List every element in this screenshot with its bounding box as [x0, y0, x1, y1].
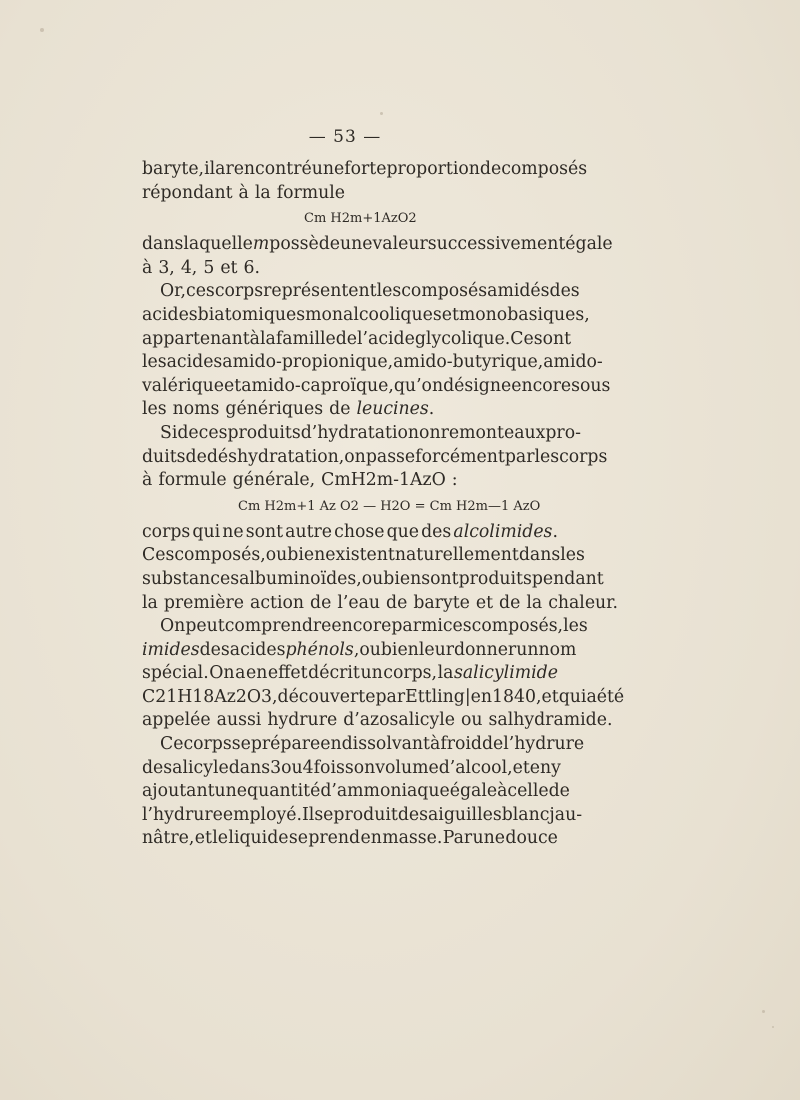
paper-speck — [40, 28, 44, 32]
word: produits — [227, 422, 301, 443]
paper-speck — [772, 1026, 774, 1028]
word: de — [499, 592, 521, 613]
word: chaleur. — [548, 592, 619, 613]
word: biatomiques — [197, 304, 306, 325]
word: été — [596, 686, 625, 707]
word: et — [224, 375, 242, 396]
word: baryte — [413, 592, 470, 613]
text-line — [142, 568, 604, 592]
word: ou — [359, 639, 381, 660]
word: par — [375, 686, 406, 707]
word: découverte — [277, 686, 376, 707]
word: de — [329, 399, 351, 420]
word: composés — [501, 159, 588, 179]
text-line — [142, 398, 558, 422]
word: de — [481, 734, 504, 755]
word: désigne — [443, 375, 512, 396]
formula: Cm H2m+1AzO2 — [304, 211, 417, 227]
italic-word: salicylimide — [454, 663, 558, 684]
word: des — [421, 521, 452, 542]
word: produits — [458, 568, 532, 589]
word: corps — [559, 446, 608, 467]
word: celle — [507, 781, 549, 802]
word: corps — [142, 521, 191, 542]
word: les — [534, 446, 560, 467]
word: corps, — [383, 663, 438, 684]
word: et — [441, 304, 459, 325]
word: employé. — [222, 804, 302, 825]
text-line — [142, 446, 608, 470]
word: à — [497, 781, 508, 802]
italic-word: leucines — [356, 399, 429, 420]
word: et — [475, 592, 494, 613]
word: la — [526, 592, 543, 613]
word: sont — [245, 521, 284, 542]
word: blanc — [501, 804, 550, 825]
word: égale — [565, 234, 613, 255]
word: proportion — [386, 159, 480, 179]
word: 4 — [302, 757, 314, 778]
word: la — [142, 592, 158, 613]
text-line — [142, 280, 580, 304]
word: d’ammoniaque — [320, 781, 450, 802]
word: naturellement — [394, 545, 519, 566]
word: et — [194, 828, 212, 849]
word: se — [314, 804, 334, 825]
text-line — [142, 757, 561, 781]
word: qui — [558, 686, 587, 707]
italic-word: imides — [142, 639, 200, 660]
word: dans — [142, 234, 184, 255]
word: amidés — [487, 281, 550, 302]
word: d’azosalicyle — [343, 710, 455, 731]
text-line — [142, 375, 611, 399]
word: . — [428, 399, 435, 420]
word: valeur — [372, 234, 428, 255]
word: en — [320, 734, 342, 755]
word: appartenant — [142, 328, 250, 349]
word: nâtre, — [142, 828, 195, 849]
word: forcément — [415, 446, 505, 467]
word: répondant — [142, 182, 233, 203]
word: formule — [276, 182, 346, 203]
word: génériques — [225, 399, 324, 420]
text-line — [142, 709, 613, 733]
word: Ces — [142, 545, 175, 566]
word: Ettling — [405, 686, 465, 707]
word: des — [397, 804, 428, 825]
word: ces — [442, 616, 472, 637]
word: quantité — [247, 781, 321, 802]
word: les — [142, 352, 167, 373]
word — [321, 469, 463, 493]
word: CmH2m-1AzO — [321, 470, 446, 491]
word: liquide — [228, 828, 289, 849]
word: aiguilles — [428, 804, 502, 825]
word: les — [563, 616, 588, 637]
word: ou — [281, 757, 303, 778]
word: les — [142, 399, 167, 420]
word: substances — [142, 568, 240, 589]
text-line — [142, 158, 588, 182]
word: les — [376, 281, 402, 302]
word: peut — [185, 616, 225, 637]
word: famille — [275, 328, 336, 349]
word: aux — [514, 422, 546, 443]
word: ne — [222, 521, 244, 542]
word: à — [430, 734, 441, 755]
word: prend — [308, 828, 361, 849]
word: qu’on — [393, 375, 444, 396]
text-line — [142, 422, 581, 446]
word: a — [586, 686, 597, 707]
word: effet — [267, 663, 308, 684]
word: de — [335, 328, 358, 349]
text-line — [142, 304, 590, 328]
word: dissolvant — [341, 734, 431, 755]
word: de — [310, 592, 332, 613]
word: donner — [453, 639, 517, 660]
word: générale, — [232, 470, 316, 491]
page-number: — 53 — — [308, 127, 382, 147]
word: glycolique. — [414, 328, 511, 349]
word — [453, 521, 558, 545]
word: composés — [401, 281, 488, 302]
word: que — [386, 521, 419, 542]
word: 6. — [243, 257, 260, 278]
text-line — [142, 733, 585, 757]
word: 3, — [158, 257, 175, 278]
word: composés, — [471, 616, 564, 637]
word: d’hydratation — [300, 422, 420, 443]
word: corps — [214, 281, 264, 302]
word: baryte, — [142, 159, 205, 179]
word: de — [177, 422, 199, 443]
text-line — [142, 182, 558, 206]
text-line — [142, 544, 585, 568]
word: d’alcool, — [438, 757, 513, 778]
paper-speck — [380, 112, 383, 115]
word: pendant — [531, 568, 604, 589]
word: 5 — [203, 257, 215, 278]
word: égale — [449, 781, 498, 802]
word: aussi — [216, 710, 262, 731]
word: monobasiques, — [458, 304, 590, 325]
word: Si — [160, 422, 178, 443]
word: à — [238, 182, 249, 203]
word: |en — [464, 686, 493, 707]
word: prépare — [250, 734, 321, 755]
word: acides — [166, 352, 223, 373]
word: masse. — [382, 828, 443, 849]
word: la — [437, 663, 454, 684]
word: de — [548, 781, 570, 802]
word: se — [231, 734, 251, 755]
text-line — [142, 521, 558, 545]
word: de — [142, 757, 164, 778]
word: salhydramide. — [488, 710, 613, 731]
word: dans — [518, 545, 561, 566]
word: valérique — [142, 375, 225, 396]
word: On — [160, 616, 186, 637]
italic-word: phénols — [285, 639, 354, 660]
word: à — [142, 470, 153, 491]
word: amido-propionique, — [222, 352, 394, 373]
formula: Cm H2m+1 Az O2 — H2O = Cm H2m—1 AzO — [238, 498, 541, 514]
word: l’acide — [357, 328, 415, 349]
word: noms — [172, 399, 220, 420]
word: en — [246, 663, 268, 684]
word: : — [451, 470, 458, 491]
word: a — [235, 663, 246, 684]
word: à — [142, 257, 153, 278]
text-line — [142, 257, 558, 281]
word: , — [353, 639, 360, 660]
word: Ce — [510, 328, 534, 349]
word: encore — [511, 375, 572, 396]
word: possède — [269, 234, 341, 255]
word: produit — [333, 804, 398, 825]
text-line — [142, 615, 588, 639]
word: un — [516, 639, 539, 660]
word: rencontré — [225, 159, 312, 179]
word: déshydratation, — [206, 446, 345, 467]
word: Or, — [160, 281, 187, 302]
word: C21H18Az2O3, — [142, 686, 278, 707]
word: . — [552, 521, 558, 542]
word: il — [204, 159, 216, 179]
text-line — [142, 351, 603, 375]
word: Il — [301, 804, 315, 825]
word: par — [504, 446, 535, 467]
text-line — [142, 233, 613, 257]
word: son — [344, 757, 376, 778]
word: comprendre — [224, 616, 332, 637]
word: salicyle — [163, 757, 229, 778]
word: leur — [418, 639, 454, 660]
word: première — [163, 592, 245, 613]
word: l’hydrure — [503, 734, 585, 755]
word: appelée — [142, 710, 211, 731]
word: pro- — [545, 422, 581, 443]
word: 4, — [180, 257, 198, 278]
word: a — [215, 159, 226, 179]
word: de — [386, 592, 408, 613]
word: de — [185, 446, 207, 467]
word: décrit — [308, 663, 360, 684]
word: en — [529, 757, 552, 778]
text-line — [142, 780, 570, 804]
word: autre — [285, 521, 333, 542]
word: volume — [375, 757, 439, 778]
word: parmi — [391, 616, 443, 637]
word: la — [259, 328, 276, 349]
word: chose — [334, 521, 385, 542]
word: successivement — [427, 234, 566, 255]
word: de — [479, 159, 502, 179]
text-line — [142, 469, 558, 493]
word: ou — [265, 545, 288, 566]
word: albuminoïdes, — [239, 568, 362, 589]
word: 3 — [270, 757, 282, 778]
word: on — [344, 446, 366, 467]
word: une — [214, 781, 248, 802]
word: ces — [186, 281, 215, 302]
text-line — [142, 686, 625, 710]
word: sont — [533, 328, 572, 349]
word: forte — [344, 159, 387, 179]
word: dans — [228, 757, 271, 778]
word: acides — [142, 304, 198, 325]
word: un — [360, 663, 383, 684]
word: ou — [361, 568, 384, 589]
word: remonte — [440, 422, 515, 443]
word: amido- — [543, 352, 603, 373]
word: existent — [325, 545, 395, 566]
word: duits — [142, 446, 186, 467]
text-line — [142, 592, 619, 616]
word: froid — [440, 734, 482, 755]
word: encore — [331, 616, 392, 637]
word: une — [311, 159, 345, 179]
word: et — [541, 686, 559, 707]
word: acides — [229, 639, 286, 660]
word: fois — [313, 757, 345, 778]
word: laquelle — [183, 234, 253, 255]
word: en — [360, 828, 382, 849]
word: se — [288, 828, 308, 849]
text-line — [142, 827, 558, 851]
body-text — [142, 158, 625, 851]
word: passe — [365, 446, 416, 467]
word: ces — [198, 422, 228, 443]
word: sont — [421, 568, 459, 589]
word: ou — [460, 710, 483, 731]
italic-word: m — [252, 234, 270, 255]
text-line — [142, 639, 577, 663]
word: formule — [158, 470, 227, 491]
text-line — [142, 804, 583, 828]
word: une — [472, 828, 506, 849]
word: Par — [442, 828, 473, 849]
word: des — [549, 281, 580, 302]
word: 1840, — [492, 686, 542, 707]
word: et — [220, 257, 238, 278]
word: spécial. — [142, 663, 209, 684]
word: l’hydrure — [142, 804, 223, 825]
word: monalcooliques — [305, 304, 442, 325]
text-line — [142, 328, 572, 352]
word — [356, 398, 440, 422]
word: On — [209, 663, 235, 684]
word: Ce — [160, 734, 184, 755]
paper-speck — [762, 1010, 765, 1013]
word: une — [340, 234, 373, 255]
word: à — [249, 328, 260, 349]
word: bien — [287, 545, 326, 566]
word: composés, — [174, 545, 266, 566]
word: nom — [538, 639, 577, 660]
italic-word: alcolimides — [453, 521, 553, 542]
word: représentent — [263, 281, 377, 302]
word: ajoutant — [142, 781, 215, 802]
word: des — [199, 639, 230, 660]
word: douce — [505, 828, 558, 849]
word — [285, 639, 359, 663]
word: la — [254, 182, 271, 203]
word: l’eau — [337, 592, 381, 613]
word: les — [560, 545, 585, 566]
word: action — [250, 592, 305, 613]
word: hydrure — [267, 710, 338, 731]
word: sous — [571, 375, 611, 396]
word: bien — [383, 568, 422, 589]
word: jau- — [549, 804, 583, 825]
word: y — [551, 757, 561, 778]
word: on — [419, 422, 441, 443]
word: corps — [183, 734, 232, 755]
word: bien — [380, 639, 419, 660]
word: amido-caproïque, — [241, 375, 394, 396]
text-line — [142, 662, 558, 686]
word: et — [512, 757, 530, 778]
word: le — [212, 828, 229, 849]
word: amido-butyrique, — [393, 352, 544, 373]
word: qui — [192, 521, 221, 542]
